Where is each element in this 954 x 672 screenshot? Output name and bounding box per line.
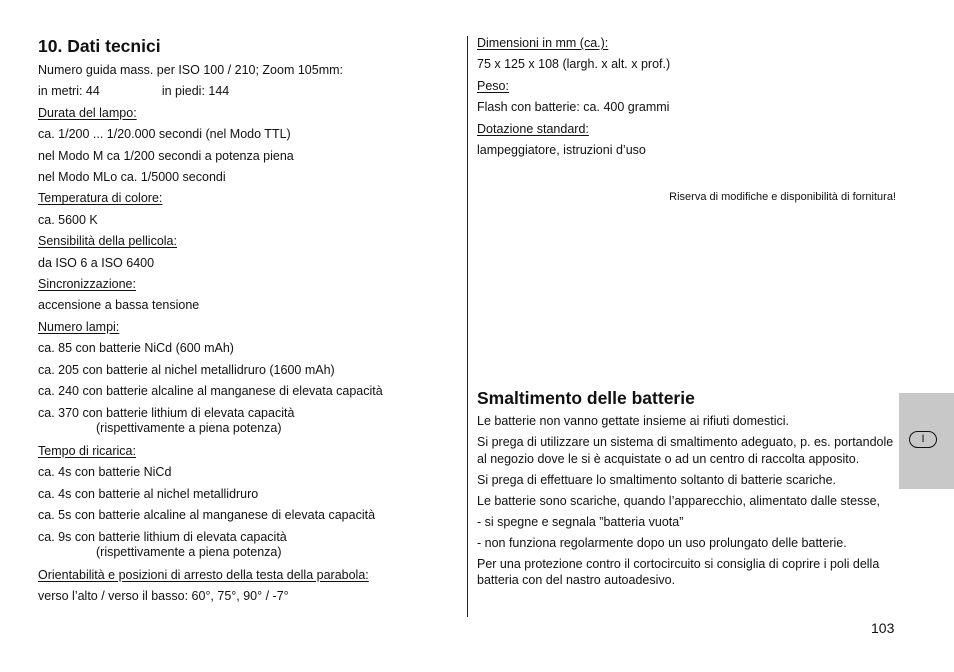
flashes-line: ca. 85 con batterie NiCd (600 mAh) [38,341,234,356]
film-speed-heading: Sensibilità della pellicola: [38,234,177,249]
recycle-line: ca. 5s con batterie alcaline al manganese di elevata capacità [38,508,376,523]
tilt-value: verso l’alto / verso il basso: 60°, 75°, 90° / -7° [38,589,289,604]
language-tab [899,393,954,489]
recycle-line: ca. 4s con batterie al nichel metallidruro [38,486,259,501]
flashes-heading: Numero lampi: [38,319,120,334]
standard-heading: Dotazione standard: [477,121,589,136]
sync-heading: Sincronizzazione: [38,277,136,292]
dimensions-column [477,33,902,161]
guide-feet: in piedi: 144 [161,84,230,99]
disposal-paragraph: - si spegne e segnala ”batteria vuota” [477,514,684,529]
flash-duration-line: nel Modo MLo ca. 1/5000 secondi [38,170,226,185]
recycle-heading: Tempo di ricarica: [38,443,136,458]
tilt-heading: Orientabilità e posizioni di arresto della testa della parabola: [38,567,369,582]
technical-data-column [38,34,458,608]
flashes-line: ca. 205 con batterie al nichel metallidruro (1600 mAh) [38,362,335,377]
guide-meters: in metri: 44 [38,84,100,99]
recycle-line: ca. 4s con batterie NiCd [38,465,172,480]
reserve-note: Riserva di modifiche e disponibilità di fornitura! [669,191,896,203]
film-speed-value: da ISO 6 a ISO 6400 [38,255,155,270]
sync-value: accensione a bassa tensione [38,298,200,313]
disposal-paragraph: Si prega di effettuare lo smaltimento soltanto di batterie scariche. [477,472,836,487]
recycle-note: (rispettivamente a piena potenza) [96,544,282,559]
disposal-paragraph: - non funziona regolarmente dopo un uso prolungato delle batterie. [477,535,847,550]
page-number: 103 [871,620,895,636]
disposal-paragraph: Si prega di utilizzare un sistema di smaltimento adeguato, p. es. portandole al negozio dove le si è acquistate o ad un centro di raccolta apposito. [477,435,894,466]
column-divider [467,36,468,617]
flash-duration-line: ca. 1/200 ... 1/20.000 secondi (nel Modo TTL) [38,127,291,142]
dimensions-heading: Dimensioni in mm (ca.): [477,36,609,50]
disposal-paragraph: Per una protezione contro il cortocircuito si consiglia di coprire i poli della batteria con del nastro autoadesivo. [477,556,880,587]
section-title: 10. Dati tecnici [38,36,161,56]
battery-disposal-section [477,386,897,593]
flashes-line: ca. 370 con batterie lithium di elevata capacità [38,405,295,420]
recycle-line: ca. 9s con batterie lithium di elevata capacità [38,529,287,544]
color-temp-heading: Temperatura di colore: [38,191,163,206]
guide-number-values [38,81,458,102]
disposal-paragraph: Le batterie sono scariche, quando l’apparecchio, alimentato dalle stesse, [477,493,881,508]
flash-duration-line: nel Modo M ca 1/200 secondi a potenza piena [38,148,294,163]
dimensions-value: 75 x 125 x 108 (largh. x alt. x prof.) [477,57,671,72]
flashes-note: (rispettivamente a piena potenza) [96,420,282,435]
flash-duration-heading: Durata del lampo: [38,105,137,120]
disposal-title: Smaltimento delle batterie [477,388,695,408]
weight-value: Flash con batterie: ca. 400 grammi [477,100,670,115]
weight-heading: Peso: [477,78,509,93]
standard-value: lampeggiatore, istruzioni d’uso [477,143,646,158]
color-temp-value: ca. 5600 K [38,212,98,227]
disposal-paragraph: Le batterie non vanno gettate insieme ai rifiuti domestici. [477,414,789,428]
flashes-line: ca. 240 con batterie alcaline al manganese di elevata capacità [38,384,383,399]
guide-number-line: Numero guida mass. per ISO 100 / 210; Zoom 105mm: [38,63,343,77]
language-label: I [909,431,937,448]
